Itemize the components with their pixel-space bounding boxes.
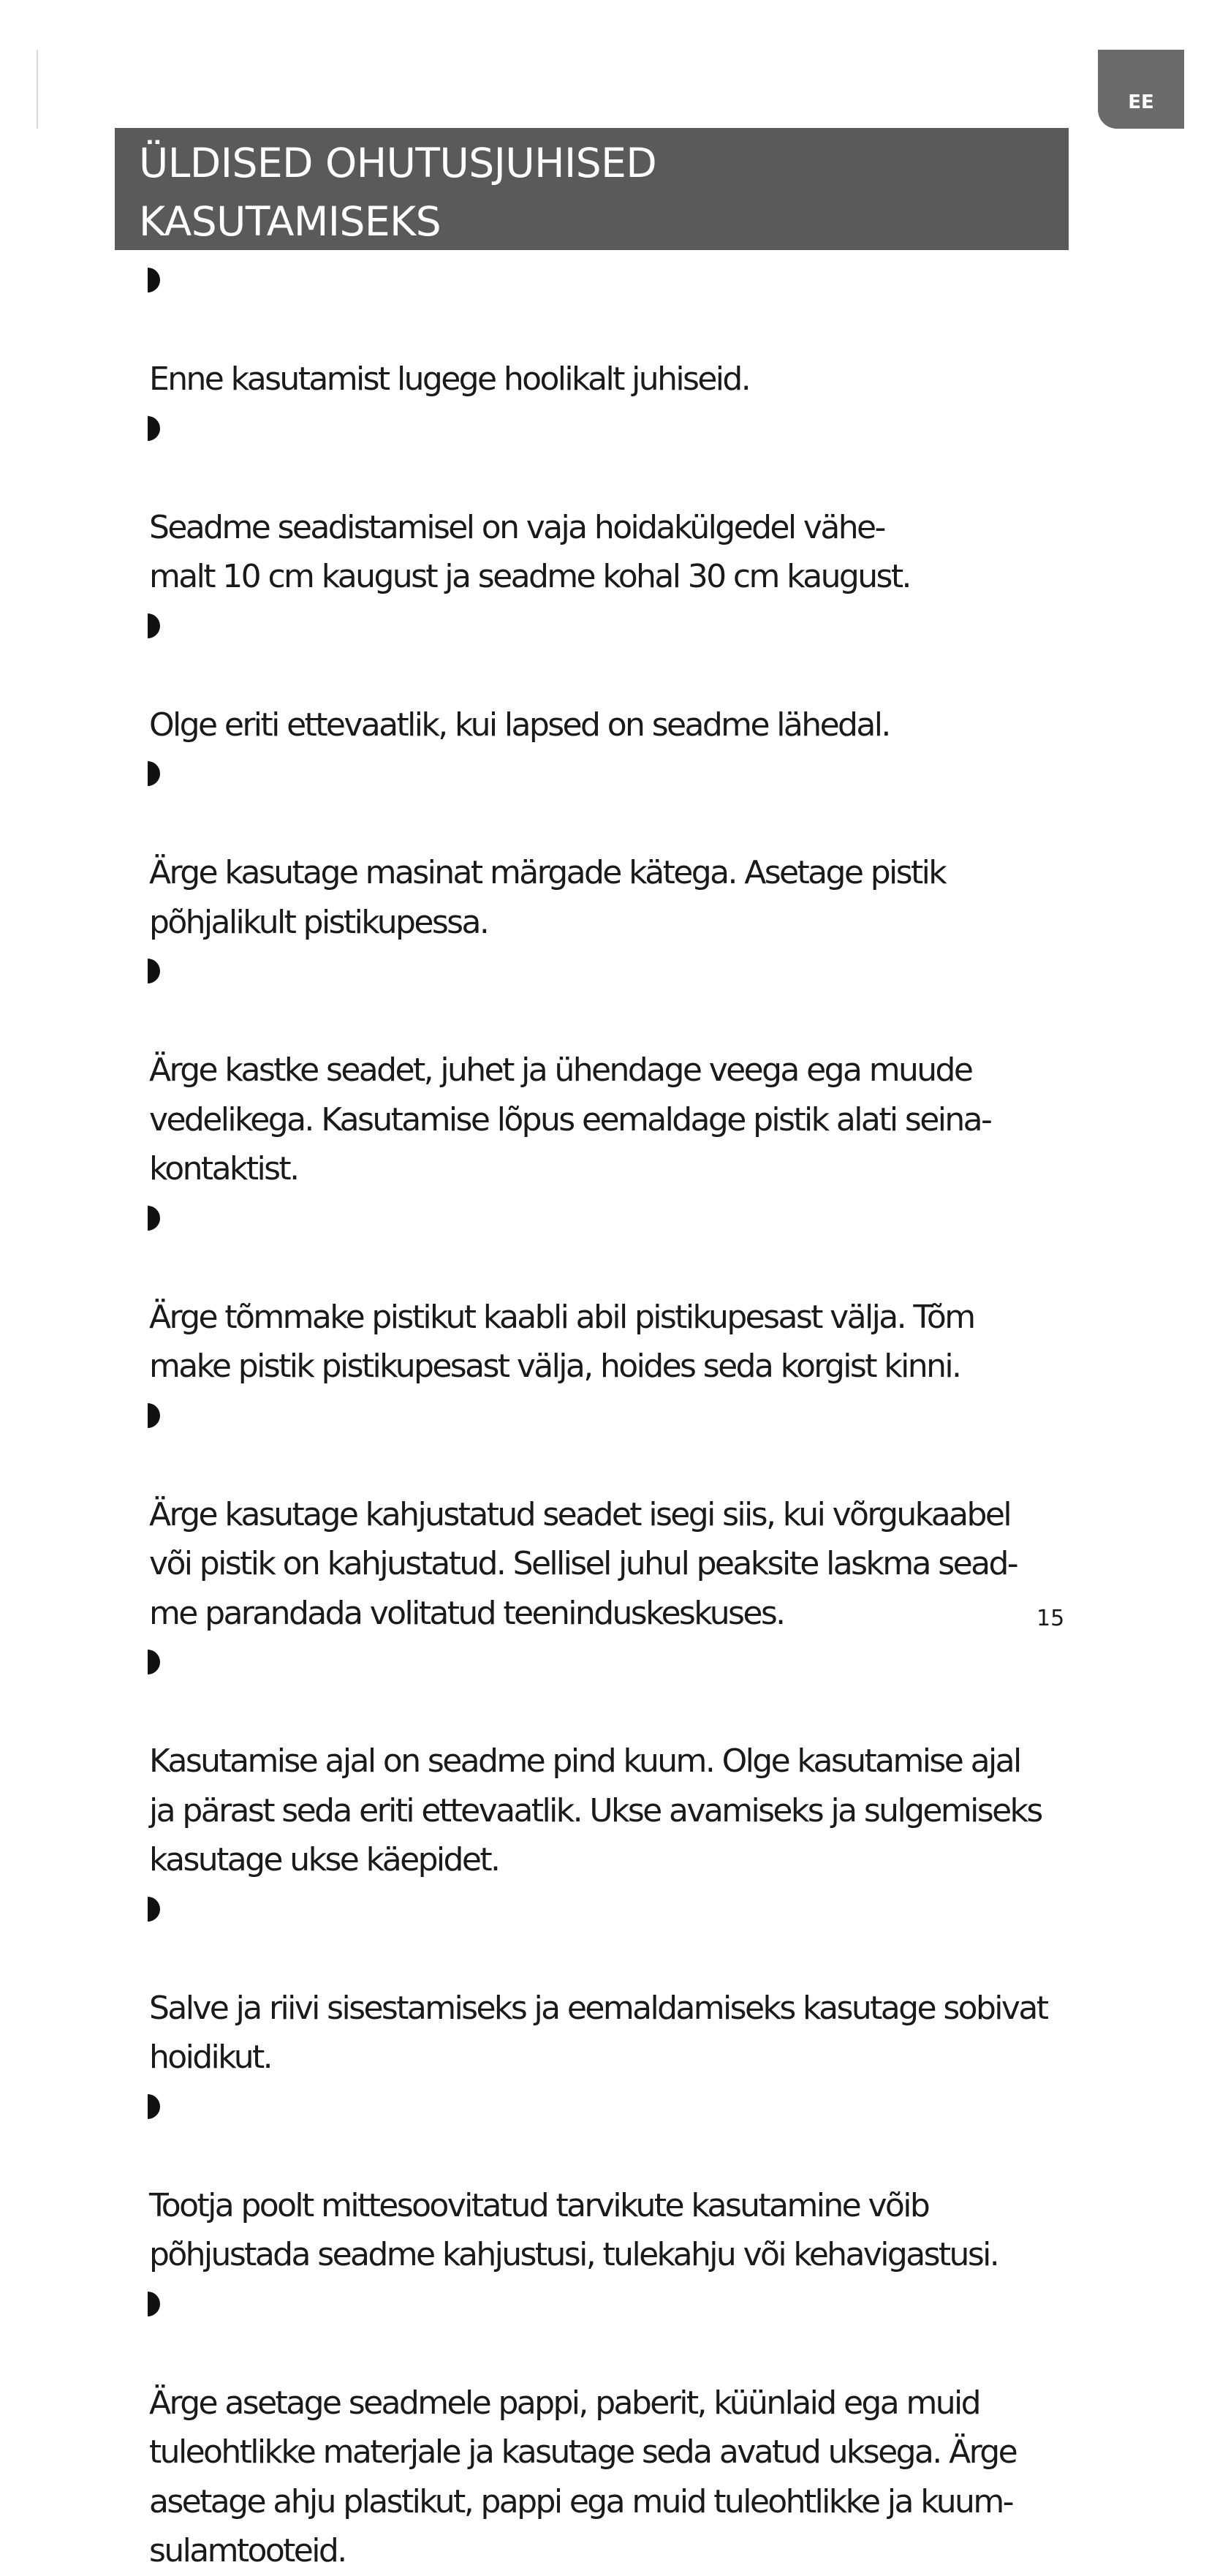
bullet-icon — [148, 1206, 160, 1231]
bullet-icon — [148, 1897, 160, 1922]
list-item — [149, 602, 1158, 750]
bullet-icon — [148, 613, 160, 638]
page-number: 15 — [1036, 1606, 1065, 1631]
list-item-text: Tootja poolt mittesoovitatud tarvikute kasutamine võib põhjustada seadme kahjustusi, tulekahju või kehavigastusi. — [149, 2186, 998, 2273]
bullet-icon — [148, 959, 160, 983]
list-item-text: Ärge kastke seadet, juhet ja ühendage veega ega muude vedelikega. Kasutamise lõpus eemaldage pistik alati seina- kontaktist. — [149, 1051, 991, 1187]
list-item-text: Ärge kasutage kahjustatud seadet isegi siis, kui võrgukaabel või pistik on kahjustatud. Sellisel juhul peaksite laskma sead- me parandada volitatud teeninduskeskuses. — [149, 1495, 1017, 1632]
bullet-icon — [148, 1650, 160, 1674]
safety-instructions-list — [149, 256, 1158, 2576]
section-title-banner — [115, 128, 1069, 250]
bullet-icon — [148, 2292, 160, 2316]
list-item-text: Kasutamise ajal on seadme pind kuum. Olge kasutamise ajal ja pärast seda eriti ettevaatlik. Ukse avamiseks ja sulgemiseks kasutage ukse käepidet. — [149, 1742, 1042, 1878]
bullet-icon — [148, 2094, 160, 2119]
language-tab — [1098, 50, 1184, 129]
list-item — [149, 1391, 1158, 1639]
list-item — [149, 404, 1158, 602]
list-item — [149, 2082, 1158, 2280]
list-item-text: Salve ja riivi sisestamiseks ja eemaldamiseks kasutage sobivat hoidikut. — [149, 1989, 1047, 2076]
bullet-icon — [148, 761, 160, 786]
bullet-icon — [148, 1403, 160, 1428]
margin-line — [37, 50, 38, 129]
list-item-text: Ärge kasutage masinat märgade kätega. Asetage pistik põhjalikult pistikupessa. — [149, 854, 946, 941]
section-title-line-1: ÜLDISED OHUTUSJUHISED — [139, 140, 657, 186]
list-item — [149, 1194, 1158, 1391]
list-item-text: Ärge asetage seadmele pappi, paberit, küünlaid ega muid tuleohtlikke materjale ja kasutage seda avatud uksega. Ärge asetage ahju plastikut, pappi ega muid tuleohtlikke ja kuum- sulamtooteid. — [149, 2384, 1017, 2569]
language-code: EE — [1128, 91, 1154, 113]
list-item — [149, 1638, 1158, 1885]
list-item-text: Ärge tõmmake pistikut kaabli abil pistikupesast välja. Tõm make pistik pistikupesast välja, hoides seda korgist kinni. — [149, 1298, 974, 1385]
bullet-icon — [148, 268, 160, 292]
list-item — [149, 749, 1158, 947]
list-item — [149, 947, 1158, 1194]
list-item — [149, 2280, 1158, 2576]
bullet-icon — [148, 416, 160, 441]
list-item — [149, 256, 1158, 404]
list-item — [149, 1885, 1158, 2082]
list-item-text: Enne kasutamist lugege hoolikalt juhiseid. — [149, 360, 750, 398]
list-item-text: Olge eriti ettevaatlik, kui lapsed on seadme lähedal. — [149, 706, 890, 744]
section-title-line-2: KASUTAMISEKS — [139, 198, 441, 245]
list-item-text: Seadme seadistamisel on vaja hoidakülgedel vähe- malt 10 cm kaugust ja seadme kohal 30 cm kaugust. — [149, 508, 910, 595]
